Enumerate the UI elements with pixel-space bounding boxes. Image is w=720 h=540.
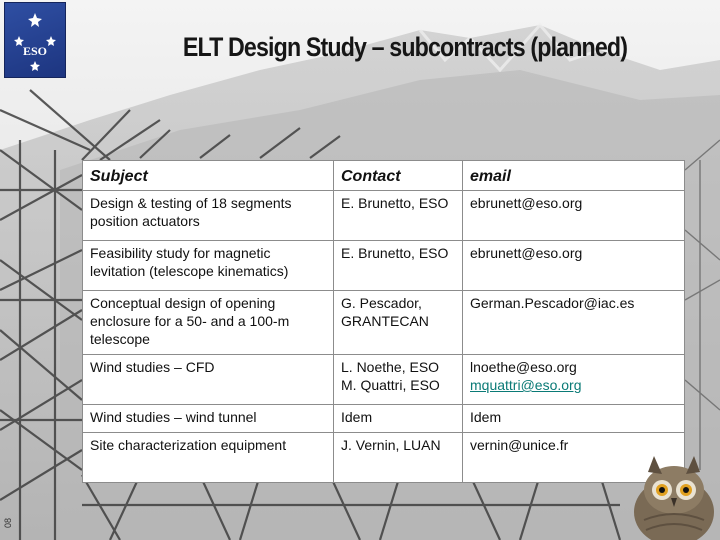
email-address: ebrunett@eso.org — [470, 245, 583, 261]
email-address: vernin@unice.fr — [470, 437, 569, 453]
contact-name: J. Vernin, LUAN — [341, 437, 441, 453]
column-header-email: email — [463, 161, 685, 191]
table-row — [83, 405, 685, 433]
contact-cell — [334, 355, 463, 405]
contact-name: E. Brunetto, ESO — [341, 195, 449, 211]
subject-cell: Feasibility study for magnetic levitation (telescope kinematics) — [83, 241, 334, 291]
contact-name: G. Pescador, GRANTECAN — [341, 295, 429, 329]
email-cell — [463, 405, 685, 433]
subject-cell: Site characterization equipment — [83, 433, 334, 483]
column-header-subject: Subject — [83, 161, 334, 191]
table-row — [83, 191, 685, 241]
contact-name: M. Quattri, ESO — [341, 377, 440, 393]
contact-name: L. Noethe, ESO — [341, 359, 440, 375]
email-cell — [463, 191, 685, 241]
owl-illustration — [624, 450, 720, 540]
contact-cell — [334, 241, 463, 291]
subject-cell: Design & testing of 18 segments position actuators — [83, 191, 334, 241]
eso-logo — [4, 2, 66, 78]
table-row — [83, 291, 685, 355]
column-header-contact: Contact — [334, 161, 463, 191]
table-row — [83, 241, 685, 291]
table-header-row — [83, 161, 685, 191]
email-address: ebrunett@eso.org — [470, 195, 583, 211]
email-cell — [463, 291, 685, 355]
contact-cell — [334, 291, 463, 355]
contact-cell — [334, 191, 463, 241]
table-row — [83, 355, 685, 405]
contact-name: Idem — [341, 409, 373, 425]
page-number: 08 — [3, 518, 13, 529]
subject-cell: Wind studies – CFD — [83, 355, 334, 405]
email-cell — [463, 355, 685, 405]
contact-name: E. Brunetto, ESO — [341, 245, 449, 261]
subcontracts-table — [82, 160, 685, 483]
email-cell — [463, 241, 685, 291]
contact-cell — [334, 405, 463, 433]
eso-logo-mark — [5, 3, 65, 77]
email-address: lnoethe@eso.org — [470, 359, 577, 375]
subject-cell: Wind studies – wind tunnel — [83, 405, 334, 433]
slide-title: ELT Design Study – subcontracts (planned) — [182, 32, 628, 62]
email-link-mquattri[interactable]: mquattri@eso.org — [470, 377, 582, 393]
email-address: Idem — [470, 409, 502, 425]
subject-cell: Conceptual design of opening enclosure for a 50- and a 100-m telescope — [83, 291, 334, 355]
email-address: German.Pescador@iac.es — [470, 295, 635, 311]
contact-cell — [334, 433, 463, 483]
svg-text:ESO: ESO — [22, 44, 48, 58]
table-row — [83, 433, 685, 483]
